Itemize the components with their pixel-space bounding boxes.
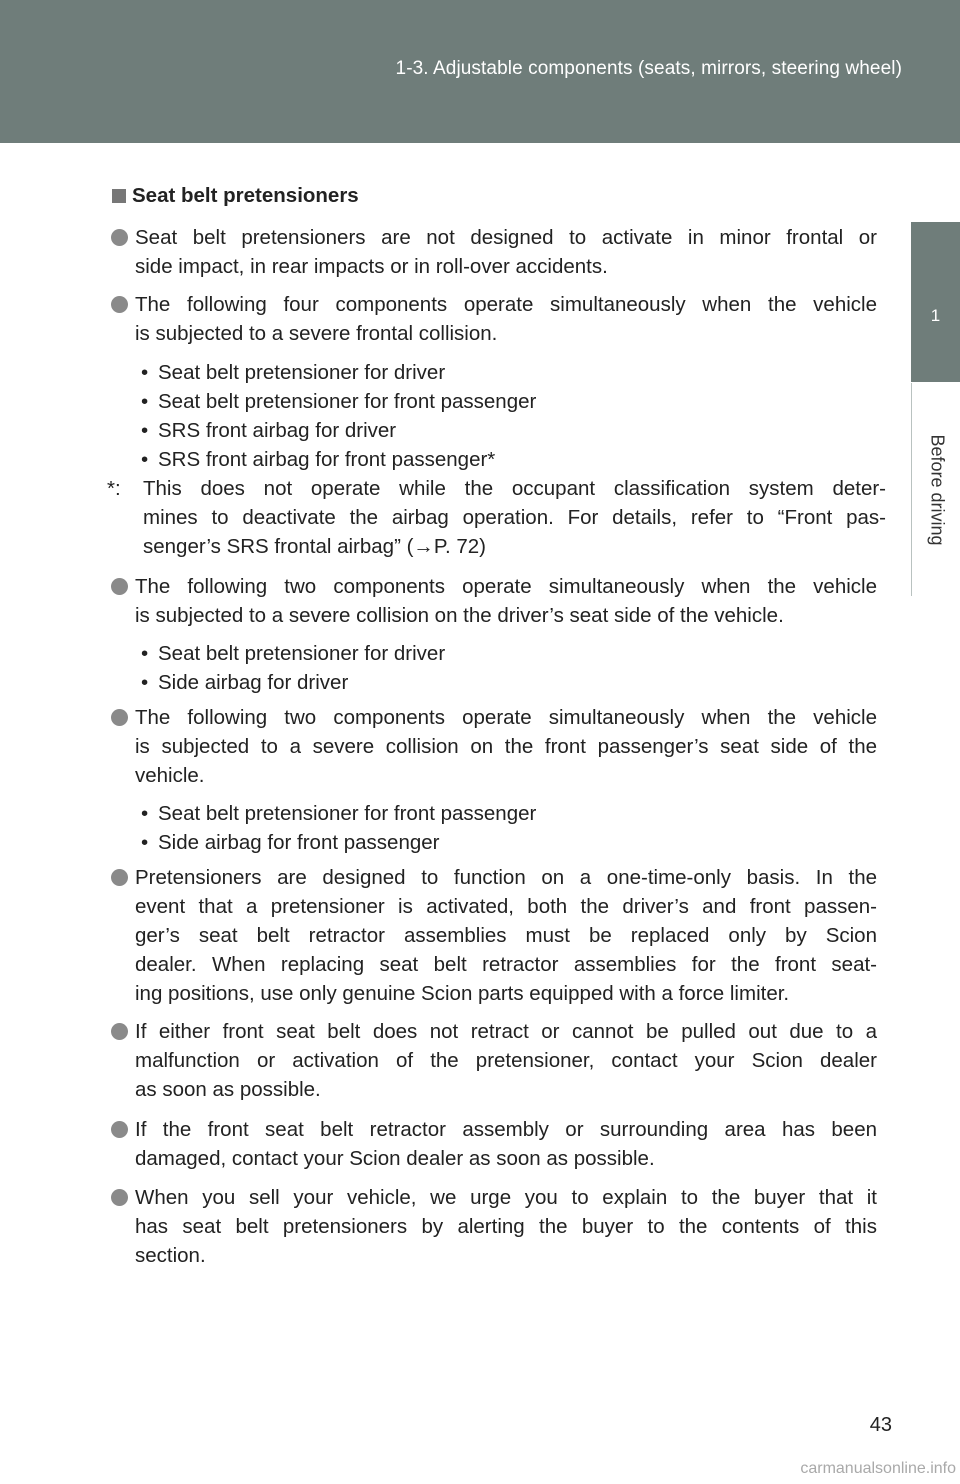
chapter-header-title: 1-3. Adjustable components (seats, mirrors, steering wheel) [395, 58, 902, 79]
paragraph-line: The following four components operate simultaneously when the vehicle [135, 293, 877, 316]
bullet-paragraph [135, 703, 877, 790]
circle-bullet-icon [111, 709, 128, 726]
paragraph-line: Seat belt pretensioners are not designed to activate in minor frontal or [135, 226, 877, 249]
sub-list-item: • Side airbag for front passenger [141, 828, 439, 857]
footnote-mark: *: [107, 477, 121, 500]
paragraph-line: damaged, contact your Scion dealer as soon as possible. [135, 1147, 655, 1170]
sub-list-item: • Side airbag for driver [141, 668, 348, 697]
paragraph-line: side impact, in rear impacts or in roll-over accidents. [135, 255, 608, 278]
footnote-line: mines to deactivate the airbag operation. For details, refer to “Front pas- [143, 506, 886, 529]
sub-list-item: • Seat belt pretensioner for front passenger [141, 799, 536, 828]
square-bullet-icon [112, 189, 126, 203]
paragraph-line: If the front seat belt retractor assembly or surrounding area has been [135, 1118, 877, 1141]
paragraph-line: has seat belt pretensioners by alerting the buyer to the contents of this [135, 1215, 877, 1238]
paragraph-line: The following two components operate simultaneously when the vehicle [135, 706, 877, 729]
side-tab-chapter-number [911, 222, 960, 382]
paragraph-line: Pretensioners are designed to function on a one-time-only basis. In the [135, 866, 877, 889]
paragraph-line: When you sell your vehicle, we urge you to explain to the buyer that it [135, 1186, 877, 1209]
paragraph-line: is subjected to a severe collision on the front passenger’s seat side of the [135, 735, 877, 758]
side-tab-chapter-label [911, 383, 960, 596]
paragraph-line: is subjected to a severe collision on the driver’s seat side of the vehicle. [135, 604, 784, 627]
circle-bullet-icon [111, 296, 128, 313]
bullet-paragraph [135, 290, 877, 348]
paragraph-line: is subjected to a severe frontal collision. [135, 322, 498, 345]
paragraph-line: If either front seat belt does not retract or cannot be pulled out due to a [135, 1020, 877, 1043]
sub-list-item: • Seat belt pretensioner for driver [141, 358, 445, 387]
paragraph-line: ing positions, use only genuine Scion parts equipped with a force limiter. [135, 982, 790, 1005]
circle-bullet-icon [111, 869, 128, 886]
bullet-paragraph [135, 223, 877, 281]
footnote-line: This does not operate while the occupant classification system deter- [143, 477, 886, 500]
side-tab-number-text: 1 [930, 306, 941, 325]
circle-bullet-icon [111, 1121, 128, 1138]
circle-bullet-icon [111, 1189, 128, 1206]
circle-bullet-icon [111, 1023, 128, 1040]
sub-list-item: • Seat belt pretensioner for front passenger [141, 387, 536, 416]
paragraph-line: dealer. When replacing seat belt retractor assemblies for the front seat- [135, 953, 877, 976]
footnote [107, 474, 886, 561]
header-band [0, 0, 960, 143]
bullet-paragraph [135, 1183, 877, 1270]
sub-list-item: • SRS front airbag for driver [141, 416, 396, 445]
paragraph-line: The following two components operate simultaneously when the vehicle [135, 575, 877, 598]
bullet-paragraph [135, 1017, 877, 1104]
bullet-paragraph [135, 572, 877, 630]
bullet-paragraph [135, 1115, 877, 1173]
circle-bullet-icon [111, 229, 128, 246]
page-number: 43 [869, 1414, 892, 1436]
section-heading [112, 184, 359, 208]
paragraph-line: event that a pretensioner is activated, both the driver’s and front passen- [135, 895, 877, 918]
bullet-paragraph [135, 863, 877, 1008]
sub-list-item: • SRS front airbag for front passenger* [141, 445, 495, 474]
paragraph-line: malfunction or activation of the pretensioner, contact your Scion dealer [135, 1049, 877, 1072]
paragraph-line: section. [135, 1244, 206, 1267]
section-heading-text: Seat belt pretensioners [132, 184, 359, 207]
footnote-line: senger’s SRS frontal airbag” (→P. 72) [143, 535, 486, 558]
sub-list-item: • Seat belt pretensioner for driver [141, 639, 445, 668]
paragraph-line: vehicle. [135, 764, 205, 787]
paragraph-line: ger’s seat belt retractor assemblies must be replaced only by Scion [135, 924, 877, 947]
paragraph-line: as soon as possible. [135, 1078, 321, 1101]
circle-bullet-icon [111, 578, 128, 595]
side-tab-label-text: Before driving [927, 433, 947, 546]
watermark-text: carmanualsonline.info [800, 1460, 956, 1477]
